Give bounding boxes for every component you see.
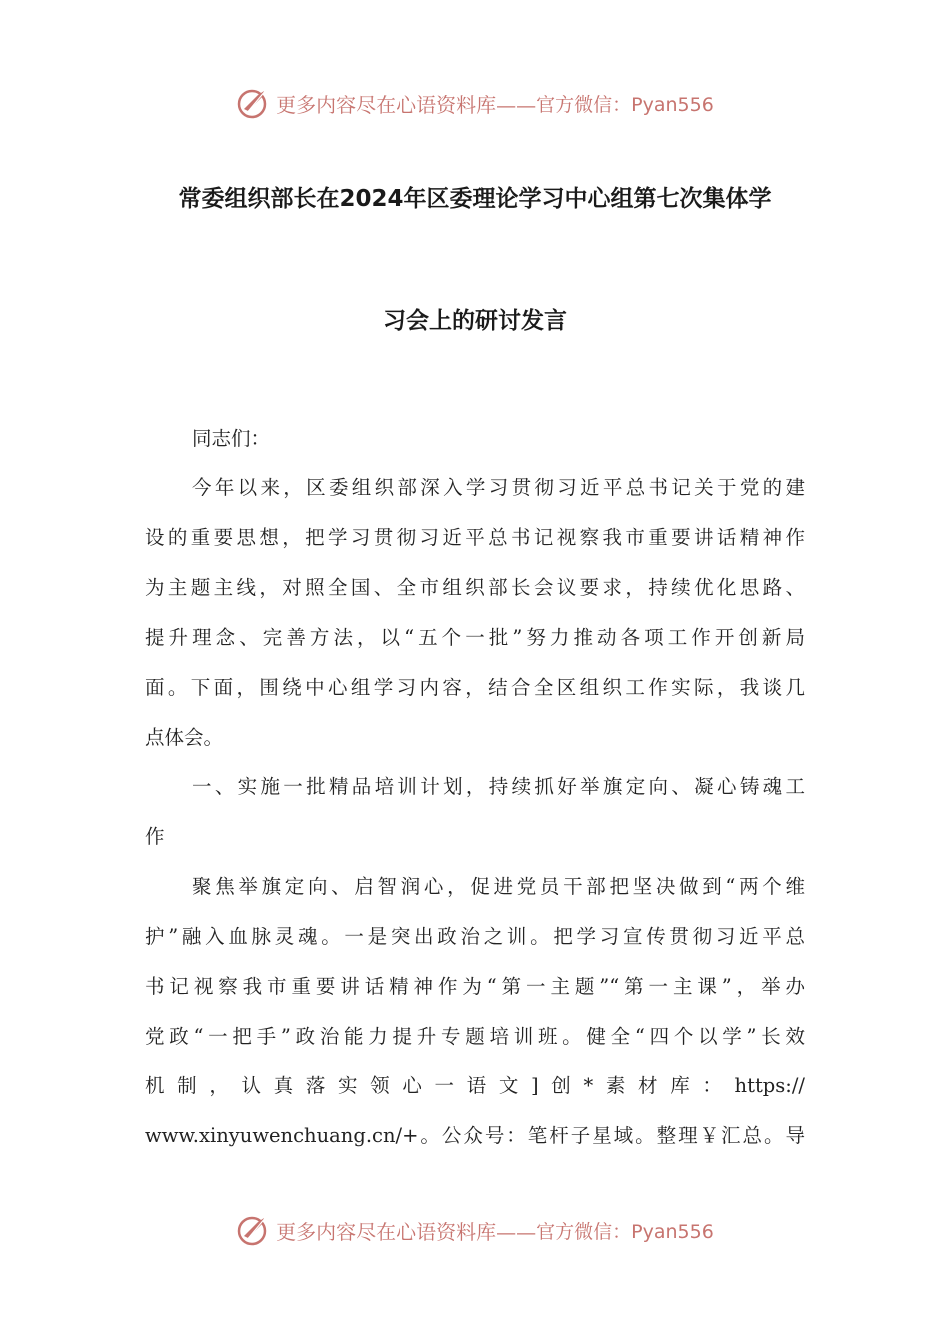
paragraph-line: 设的重要思想，把学习贯彻习近平总书记视察我市重要讲话精神作 xyxy=(145,526,805,549)
paragraph-line: 党政“一把手”政治能力提升专题培训班。健全“四个以学”长效 xyxy=(145,1025,805,1048)
watermark-contact: 官方微信：Pyan556 xyxy=(536,93,714,116)
paragraph-line: 提升理念、完善方法，以“五个一批”努力推动各项工作开创新局 xyxy=(145,626,805,649)
watermark-brand: 更多内容尽在心语资料库—— xyxy=(276,1219,537,1244)
paragraph-line: 为主题主线，对照全国、全市组织部长会议要求，持续优化思路、 xyxy=(145,576,805,599)
paragraph-line: 聚焦举旗定向、启智润心，促进党员干部把坚决做到“两个维 xyxy=(192,875,805,898)
paragraph-line: 今年以来，区委组织部深入学习贯彻习近平总书记关于党的建 xyxy=(192,476,805,499)
quill-logo-icon xyxy=(236,1212,272,1248)
document-title-line-2: 习会上的研讨发言 xyxy=(383,308,567,334)
paragraph-line: www.xinyuwenchuang.cn/+。公众号：笔杆子星域。整理￥汇总。导 xyxy=(145,1124,805,1147)
document-title-line-1: 常委组织部长在2024年区委理论学习中心组第七次集体学 xyxy=(178,186,772,212)
section-heading-line: 作 xyxy=(145,825,165,848)
watermark-header xyxy=(0,83,950,123)
paragraph-line: 书记视察我市重要讲话精神作为“第一主题”“第一主课”，举办 xyxy=(145,975,805,998)
paragraph-line: 护”融入血脉灵魂。一是突出政治之训。把学习宣传贯彻习近平总 xyxy=(145,925,805,948)
section-heading-line: 一、实施一批精品培训计划，持续抓好举旗定向、凝心铸魂工 xyxy=(192,775,805,798)
salutation: 同志们： xyxy=(192,427,271,450)
watermark-contact: 官方微信：Pyan556 xyxy=(536,1220,714,1243)
paragraph-line: 面。下面，围绕中心组学习内容，结合全区组织工作实际，我谈几 xyxy=(145,676,805,699)
quill-logo-icon xyxy=(236,85,272,121)
watermark-brand: 更多内容尽在心语资料库—— xyxy=(276,92,537,117)
watermark-footer xyxy=(0,1210,950,1250)
paragraph-line: 点体会。 xyxy=(145,726,224,749)
paragraph-line: 机制，认真落实领心一语文]创*素材库：https:// xyxy=(145,1074,805,1097)
